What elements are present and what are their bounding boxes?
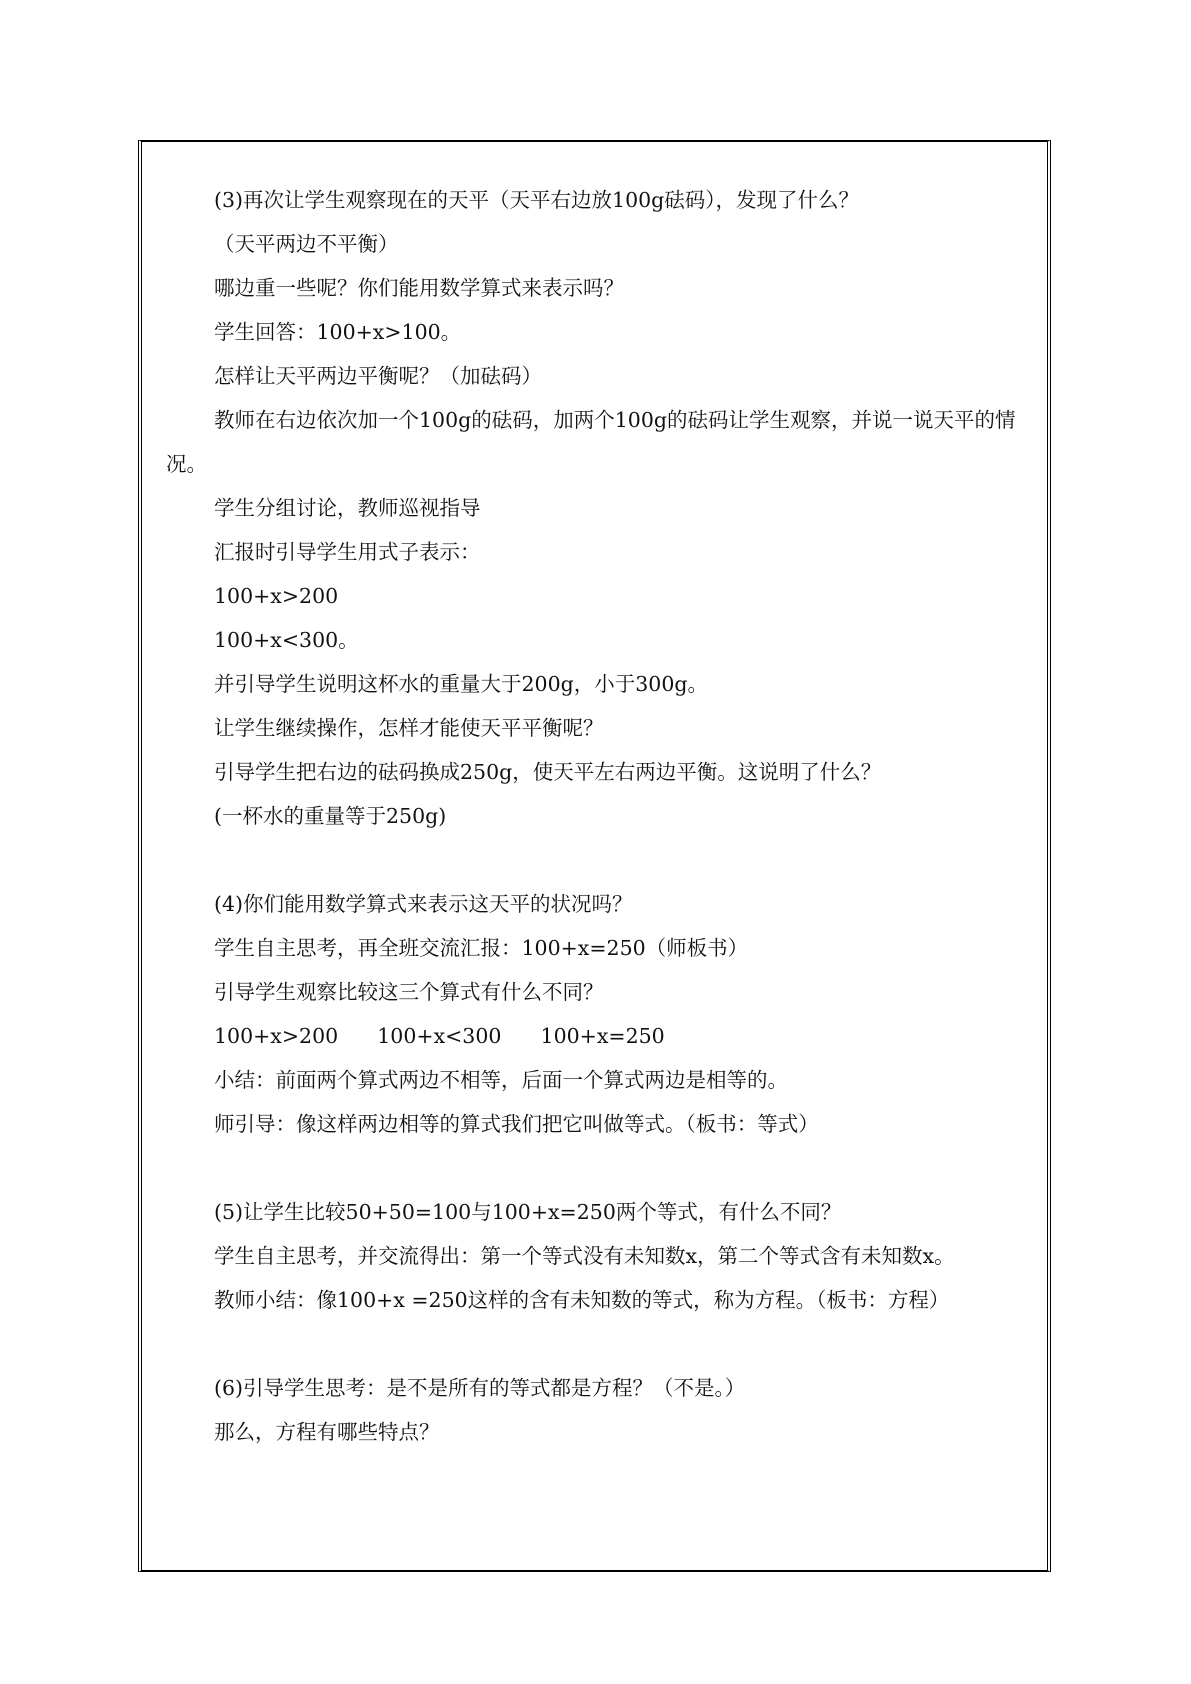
- paragraph: 学生自主思考，再全班交流汇报：100+x=250（师板书）: [214, 936, 749, 960]
- paragraph: （天平两边不平衡）: [214, 232, 399, 256]
- blank-line: [166, 1146, 1036, 1190]
- paragraph: 100+x<300。: [214, 628, 359, 652]
- blank-line: [166, 1322, 1036, 1366]
- paragraph: 并引导学生说明这杯水的重量大于200g，小于300g。: [214, 672, 709, 696]
- paragraph: 教师在右边依次加一个100g的砝码，加两个100g的砝码让学生观察，并说一说天平的情况。: [166, 408, 1016, 476]
- paragraph: 哪边重一些呢？你们能用数学算式来表示吗？: [214, 276, 624, 300]
- paragraph: 那么，方程有哪些特点？: [214, 1420, 440, 1444]
- paragraph: (4)你们能用数学算式来表示这天平的状况吗？: [214, 892, 633, 916]
- paragraph: (6)引导学生思考：是不是所有的等式都是方程？（不是。）: [214, 1376, 746, 1400]
- blank-line: [166, 838, 1036, 882]
- paragraph: 引导学生观察比较这三个算式有什么不同？: [214, 980, 604, 1004]
- paragraph: 学生分组讨论，教师巡视指导: [214, 496, 481, 520]
- paragraph: 让学生继续操作，怎样才能使天平平衡呢？: [214, 716, 604, 740]
- paragraph: 小结：前面两个算式两边不相等，后面一个算式两边是相等的。: [214, 1068, 788, 1092]
- paragraph: 师引导：像这样两边相等的算式我们把它叫做等式。（板书：等式）: [214, 1112, 819, 1136]
- paragraph: 学生自主思考，并交流得出：第一个等式没有未知数x，第二个等式含有未知数x。: [214, 1244, 955, 1268]
- paragraph: 100+x>200 100+x<300 100+x=250: [214, 1024, 665, 1048]
- paragraph: 教师小结：像100+x =250这样的含有未知数的等式，称为方程。（板书：方程）: [214, 1288, 950, 1312]
- paragraph: (3)再次让学生观察现在的天平（天平右边放100g砝码），发现了什么？: [214, 188, 860, 212]
- paragraph: 引导学生把右边的砝码换成250g，使天平左右两边平衡。这说明了什么？: [214, 760, 882, 784]
- paragraph: 学生回答：100+x>100。: [214, 320, 462, 344]
- paragraph: (一杯水的重量等于250g): [214, 804, 447, 828]
- paragraph: 100+x>200: [214, 584, 339, 608]
- paragraph: 汇报时引导学生用式子表示：: [214, 540, 481, 564]
- paragraph: (5)让学生比较50+50=100与100+x=250两个等式，有什么不同？: [214, 1200, 842, 1224]
- paragraph: 怎样让天平两边平衡呢？（加砝码）: [214, 364, 542, 388]
- lesson-content: [166, 178, 1036, 1454]
